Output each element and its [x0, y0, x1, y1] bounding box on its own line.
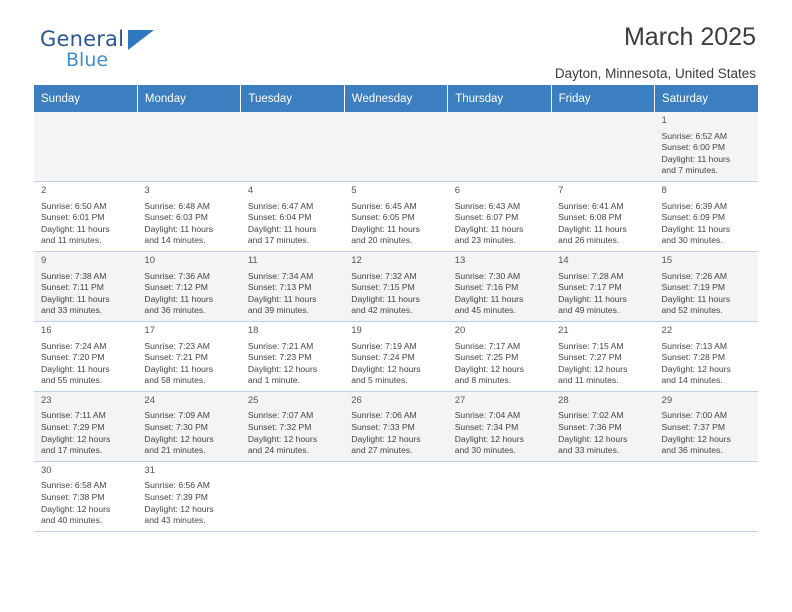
logo-text-blue: Blue — [66, 49, 109, 71]
day-info-line: and 30 minutes. — [661, 235, 723, 246]
day-info-line: Sunrise: 7:00 AM — [661, 410, 727, 421]
day-info-line: Daylight: 11 hours — [247, 223, 317, 234]
day-number: 20 — [454, 324, 466, 336]
day-sun-info — [41, 341, 132, 387]
calendar-day-cell — [241, 251, 344, 321]
calendar-day-cell — [34, 461, 137, 531]
day-sun-info — [558, 271, 649, 317]
calendar-cell-empty — [34, 112, 137, 181]
day-info-line: Sunrise: 6:47 AM — [247, 200, 314, 211]
day-sun-info — [558, 410, 649, 456]
day-number: 11 — [247, 254, 258, 266]
day-info-line: and 20 minutes. — [351, 235, 413, 246]
day-number: 2 — [41, 184, 47, 196]
day-info-line: Sunrise: 6:56 AM — [144, 480, 210, 491]
day-info-line: Sunset: 7:21 PM — [144, 352, 208, 363]
day-info-line: Daylight: 12 hours — [661, 433, 731, 444]
day-info-line: and 17 minutes. — [247, 235, 309, 246]
day-info-line: Sunset: 7:34 PM — [454, 422, 519, 433]
day-info-line: Daylight: 12 hours — [351, 433, 421, 444]
day-sun-info — [558, 341, 649, 387]
day-info-line: Sunset: 6:04 PM — [247, 212, 312, 223]
logo-text-general: General — [40, 27, 125, 51]
calendar-day-cell — [551, 251, 654, 321]
day-info-line: Daylight: 11 hours — [454, 223, 524, 234]
day-info-line: Sunrise: 7:28 AM — [558, 270, 624, 281]
day-info-line: Sunrise: 7:17 AM — [454, 340, 521, 351]
day-number: 18 — [247, 324, 259, 336]
calendar-cell-empty — [551, 112, 654, 181]
day-number: 21 — [558, 324, 569, 336]
day-sun-info — [351, 201, 442, 247]
day-info-line: Sunset: 7:17 PM — [558, 282, 622, 293]
day-sun-info — [455, 410, 546, 456]
day-info-line: Sunset: 7:36 PM — [558, 422, 622, 433]
day-info-line: Sunrise: 7:32 AM — [351, 270, 417, 281]
calendar-day-cell — [344, 391, 447, 461]
day-sun-info — [455, 201, 546, 247]
calendar-day-cell — [551, 181, 654, 251]
day-info-line: Daylight: 11 hours — [144, 293, 214, 304]
weekday-header-monday: Monday — [137, 85, 240, 112]
day-info-line: and 55 minutes. — [41, 375, 103, 386]
day-info-line: Sunset: 7:38 PM — [41, 492, 105, 503]
calendar-day-cell — [34, 251, 137, 321]
day-info-line: Sunrise: 6:41 AM — [558, 200, 624, 211]
day-sun-info — [41, 410, 132, 456]
day-info-line: Daylight: 11 hours — [41, 293, 110, 304]
day-info-line: Sunrise: 6:43 AM — [454, 200, 521, 211]
calendar-day-cell — [448, 321, 551, 391]
day-number: 31 — [144, 464, 155, 476]
day-number: 5 — [351, 184, 357, 196]
day-info-line: Daylight: 12 hours — [247, 433, 318, 444]
day-info-line: and 17 minutes. — [41, 445, 103, 456]
calendar-week-row — [34, 321, 758, 391]
calendar-day-cell — [34, 321, 137, 391]
day-info-line: Daylight: 12 hours — [558, 363, 628, 374]
day-info-line: Sunset: 6:05 PM — [351, 212, 415, 223]
day-info-line: Sunset: 7:23 PM — [247, 352, 312, 363]
day-info-line: and 7 minutes. — [661, 165, 718, 176]
day-info-line: Sunset: 6:08 PM — [558, 212, 622, 223]
calendar-day-cell — [34, 181, 137, 251]
day-info-line: Sunset: 6:01 PM — [41, 212, 105, 223]
weekday-header-sunday: Sunday — [34, 85, 137, 112]
day-sun-info — [662, 410, 753, 456]
day-number: 6 — [454, 184, 460, 196]
day-number: 26 — [351, 394, 362, 406]
day-info-line: Daylight: 12 hours — [41, 433, 111, 444]
day-info-line: Daylight: 12 hours — [351, 363, 421, 374]
day-sun-info — [662, 341, 753, 387]
day-number: 4 — [247, 184, 254, 196]
day-info-line: and 52 minutes. — [661, 305, 723, 316]
calendar-day-cell — [655, 181, 758, 251]
day-info-line: Sunset: 6:09 PM — [661, 212, 726, 223]
day-number: 9 — [41, 254, 47, 266]
day-info-line: Sunset: 7:19 PM — [661, 282, 726, 293]
day-number: 28 — [558, 394, 569, 406]
day-info-line: and 21 minutes. — [144, 445, 206, 456]
day-info-line: and 30 minutes. — [454, 445, 516, 456]
day-info-line: and 40 minutes. — [41, 515, 103, 526]
day-number: 10 — [144, 254, 155, 266]
day-info-line: Sunset: 7:27 PM — [558, 352, 622, 363]
day-info-line: Daylight: 11 hours — [144, 223, 214, 234]
calendar-day-cell — [448, 181, 551, 251]
day-number: 25 — [247, 394, 259, 406]
day-info-line: and 39 minutes. — [247, 305, 309, 316]
day-info-line: and 14 minutes. — [661, 375, 723, 386]
day-info-line: and 58 minutes. — [144, 375, 206, 386]
day-info-line: and 11 minutes. — [558, 375, 619, 386]
day-info-line: Sunset: 6:03 PM — [144, 212, 208, 223]
day-info-line: Sunrise: 6:52 AM — [661, 130, 727, 141]
day-info-line: Sunset: 7:15 PM — [351, 282, 415, 293]
day-number: 13 — [454, 254, 466, 266]
day-info-line: Daylight: 12 hours — [661, 363, 731, 374]
sunrise-sunset-calendar — [34, 85, 758, 532]
day-number: 29 — [661, 394, 673, 406]
day-number: 19 — [351, 324, 362, 336]
day-number: 3 — [144, 184, 150, 196]
day-info-line: Sunset: 7:32 PM — [247, 422, 312, 433]
calendar-cell-empty — [241, 112, 344, 181]
calendar-day-cell — [241, 181, 344, 251]
weekday-header-saturday: Saturday — [655, 85, 758, 112]
day-info-line: Daylight: 11 hours — [41, 363, 110, 374]
day-info-line: Daylight: 11 hours — [41, 223, 110, 234]
day-info-line: and 36 minutes. — [661, 445, 723, 456]
calendar-day-cell — [241, 391, 344, 461]
day-sun-info — [248, 271, 339, 317]
calendar-day-cell — [448, 251, 551, 321]
calendar-cell-empty — [344, 112, 447, 181]
day-number: 30 — [41, 464, 52, 476]
day-info-line: Sunset: 6:07 PM — [454, 212, 519, 223]
day-number: 24 — [144, 394, 155, 406]
weekday-header-friday: Friday — [551, 85, 654, 112]
day-info-line: Sunrise: 7:15 AM — [558, 340, 624, 351]
day-info-line: Sunset: 7:12 PM — [144, 282, 208, 293]
day-info-line: Sunset: 7:33 PM — [351, 422, 415, 433]
day-number: 27 — [454, 394, 466, 406]
day-info-line: Daylight: 11 hours — [661, 293, 731, 304]
day-info-line: and 1 minute. — [247, 375, 300, 386]
day-info-line: and 26 minutes. — [558, 235, 620, 246]
calendar-day-cell — [344, 321, 447, 391]
calendar-day-cell — [241, 321, 344, 391]
day-sun-info — [144, 341, 235, 387]
page-title: March 2025 — [623, 23, 756, 51]
day-sun-info — [351, 341, 442, 387]
day-info-line: and 45 minutes. — [454, 305, 516, 316]
day-info-line: Sunrise: 7:23 AM — [144, 340, 210, 351]
day-sun-info — [662, 201, 753, 247]
day-info-line: Sunrise: 7:09 AM — [144, 410, 210, 421]
day-info-line: Sunrise: 6:45 AM — [351, 200, 417, 211]
day-info-line: Sunset: 7:25 PM — [454, 352, 519, 363]
day-info-line: Sunrise: 7:04 AM — [454, 410, 521, 421]
day-number: 23 — [41, 394, 52, 406]
calendar-week-row — [34, 181, 758, 251]
day-info-line: Daylight: 11 hours — [144, 363, 214, 374]
day-sun-info — [144, 201, 235, 247]
calendar-day-cell — [448, 391, 551, 461]
calendar-cell-empty — [241, 461, 344, 531]
day-info-line: Sunset: 6:00 PM — [661, 142, 726, 153]
day-sun-info — [41, 201, 132, 247]
day-info-line: and 42 minutes. — [351, 305, 413, 316]
calendar-cell-empty — [137, 112, 240, 181]
day-number: 12 — [351, 254, 362, 266]
day-number: 16 — [41, 324, 52, 336]
day-info-line: Sunrise: 7:26 AM — [661, 270, 727, 281]
day-info-line: Sunset: 7:29 PM — [41, 422, 105, 433]
day-info-line: Daylight: 12 hours — [558, 433, 628, 444]
calendar-cell-empty — [448, 461, 551, 531]
day-info-line: Daylight: 12 hours — [41, 503, 111, 514]
day-sun-info — [351, 410, 442, 456]
day-info-line: Sunset: 7:39 PM — [144, 492, 208, 503]
day-info-line: Daylight: 11 hours — [558, 293, 627, 304]
day-sun-info — [41, 271, 132, 317]
calendar-cell-empty — [551, 461, 654, 531]
day-info-line: and 36 minutes. — [144, 305, 206, 316]
day-info-line: Daylight: 11 hours — [661, 153, 731, 164]
day-sun-info — [662, 131, 753, 177]
calendar-week-row — [34, 461, 758, 531]
day-info-line: Daylight: 12 hours — [454, 433, 524, 444]
day-info-line: and 43 minutes. — [144, 515, 206, 526]
day-info-line: Sunrise: 7:24 AM — [41, 340, 107, 351]
day-number: 7 — [558, 184, 564, 196]
day-info-line: Sunset: 7:11 PM — [41, 282, 104, 293]
day-info-line: Daylight: 12 hours — [144, 503, 214, 514]
day-info-line: Daylight: 12 hours — [454, 363, 524, 374]
day-sun-info — [662, 271, 753, 317]
day-info-line: Daylight: 12 hours — [144, 433, 214, 444]
day-info-line: Daylight: 11 hours — [661, 223, 731, 234]
day-info-line: and 33 minutes. — [41, 305, 103, 316]
day-sun-info — [144, 271, 235, 317]
calendar-day-cell — [344, 181, 447, 251]
day-info-line: Sunrise: 7:34 AM — [247, 270, 314, 281]
calendar-day-cell — [137, 391, 240, 461]
weekday-header-thursday: Thursday — [448, 85, 551, 112]
day-info-line: Sunrise: 7:13 AM — [661, 340, 727, 351]
day-info-line: and 23 minutes. — [454, 235, 516, 246]
calendar-day-cell — [551, 321, 654, 391]
day-info-line: Sunrise: 7:38 AM — [41, 270, 107, 281]
day-info-line: Sunrise: 6:58 AM — [41, 480, 107, 491]
day-info-line: Sunset: 7:20 PM — [41, 352, 105, 363]
calendar-day-cell — [137, 321, 240, 391]
day-sun-info — [41, 480, 132, 526]
day-number: 15 — [661, 254, 673, 266]
calendar-day-cell — [344, 251, 447, 321]
day-sun-info — [455, 341, 546, 387]
calendar-day-cell — [655, 112, 758, 181]
day-info-line: Sunset: 7:28 PM — [661, 352, 726, 363]
day-sun-info — [144, 410, 235, 456]
day-number: 17 — [144, 324, 155, 336]
day-info-line: and 5 minutes. — [351, 375, 408, 386]
calendar-day-cell — [655, 321, 758, 391]
calendar-week-row — [34, 251, 758, 321]
general-blue-logo — [40, 28, 220, 74]
day-info-line: Sunrise: 7:06 AM — [351, 410, 417, 421]
day-number: 8 — [661, 184, 667, 196]
day-sun-info — [558, 201, 649, 247]
day-info-line: Sunrise: 7:07 AM — [247, 410, 314, 421]
day-info-line: Sunrise: 7:30 AM — [454, 270, 521, 281]
calendar-cell-empty — [655, 461, 758, 531]
weekday-header-row — [34, 85, 758, 112]
day-sun-info — [248, 201, 339, 247]
day-info-line: Sunset: 7:30 PM — [144, 422, 208, 433]
day-info-line: Sunrise: 7:11 AM — [41, 410, 106, 421]
day-info-line: and 11 minutes. — [41, 235, 102, 246]
day-info-line: Daylight: 11 hours — [351, 223, 420, 234]
calendar-day-cell — [655, 251, 758, 321]
page-header — [34, 0, 758, 81]
day-info-line: Daylight: 11 hours — [454, 293, 524, 304]
day-info-line: and 49 minutes. — [558, 305, 620, 316]
calendar-week-row — [34, 112, 758, 181]
page-location: Dayton, Minnesota, United States — [554, 66, 756, 81]
day-info-line: and 33 minutes. — [558, 445, 620, 456]
calendar-day-cell — [551, 391, 654, 461]
day-info-line: Sunrise: 7:19 AM — [351, 340, 417, 351]
day-info-line: Sunset: 7:16 PM — [454, 282, 519, 293]
day-info-line: Daylight: 11 hours — [247, 293, 317, 304]
day-info-line: Sunrise: 7:36 AM — [144, 270, 210, 281]
day-sun-info — [248, 341, 339, 387]
weekday-header-tuesday: Tuesday — [241, 85, 344, 112]
day-number: 1 — [661, 115, 667, 126]
day-info-line: Daylight: 11 hours — [351, 293, 420, 304]
day-info-line: Sunrise: 7:02 AM — [558, 410, 624, 421]
day-info-line: Sunset: 7:37 PM — [661, 422, 726, 433]
calendar-week-row — [34, 391, 758, 461]
day-info-line: Sunrise: 6:48 AM — [144, 200, 210, 211]
day-number: 14 — [558, 254, 569, 266]
calendar-cell-empty — [448, 112, 551, 181]
day-info-line: Daylight: 11 hours — [558, 223, 627, 234]
calendar-day-cell — [137, 251, 240, 321]
day-sun-info — [351, 271, 442, 317]
day-info-line: Daylight: 12 hours — [247, 363, 318, 374]
day-number: 22 — [661, 324, 673, 336]
calendar-day-cell — [655, 391, 758, 461]
weekday-header-wednesday: Wednesday — [344, 85, 447, 112]
calendar-day-cell — [34, 391, 137, 461]
day-info-line: Sunrise: 7:21 AM — [247, 340, 314, 351]
day-info-line: and 24 minutes. — [247, 445, 309, 456]
day-info-line: Sunset: 7:24 PM — [351, 352, 415, 363]
day-info-line: and 27 minutes. — [351, 445, 413, 456]
day-info-line: Sunrise: 6:50 AM — [41, 200, 107, 211]
logo-triangle-icon — [128, 30, 154, 50]
calendar-day-cell — [137, 181, 240, 251]
day-info-line: and 14 minutes. — [144, 235, 206, 246]
calendar-day-cell — [137, 461, 240, 531]
day-sun-info — [248, 410, 339, 456]
day-info-line: and 8 minutes. — [454, 375, 512, 386]
day-info-line: Sunset: 7:13 PM — [247, 282, 312, 293]
day-info-line: Sunrise: 6:39 AM — [661, 200, 727, 211]
calendar-cell-empty — [344, 461, 447, 531]
day-sun-info — [144, 480, 235, 526]
day-sun-info — [455, 271, 546, 317]
